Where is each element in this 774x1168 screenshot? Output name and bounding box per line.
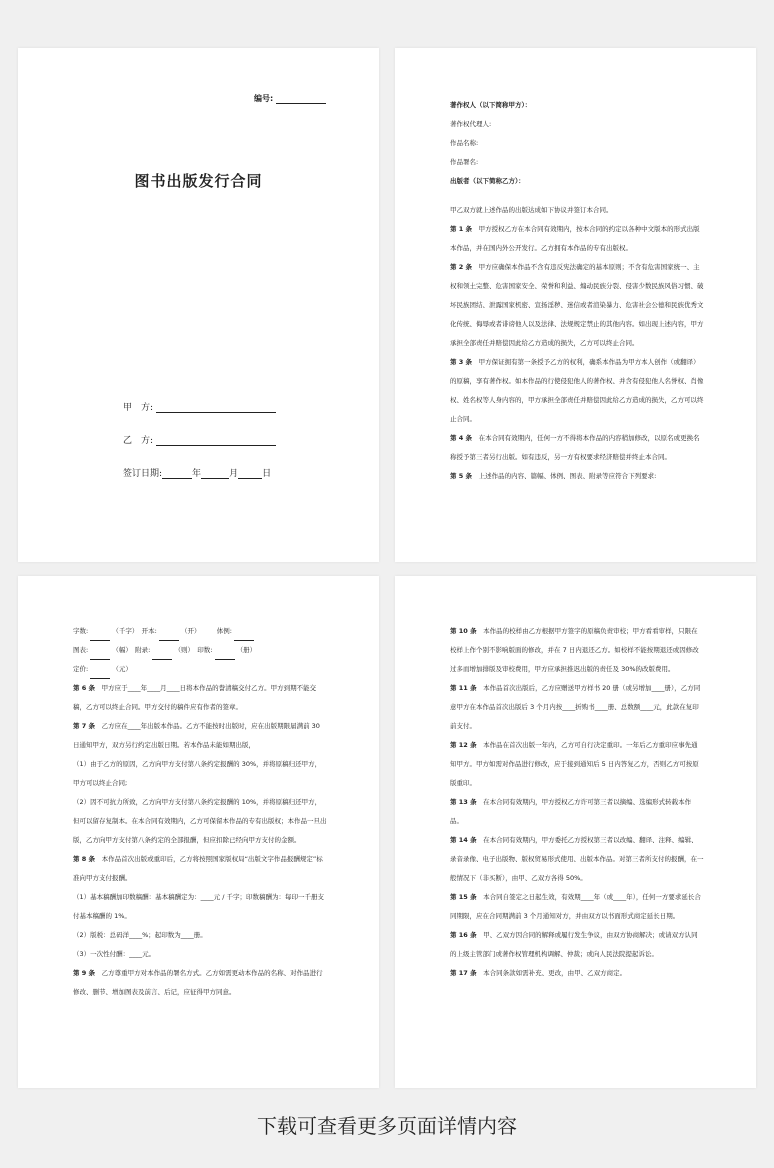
style-label: 体例: <box>216 627 232 635</box>
article-14-body: 在本合同有效期内，甲方委托乙方授权第三者以改编、翻译、注释、编辑、录音录像、电子出版物、版权贸易形式使用、出版本作品。对第三者所支付的报酬，在一般情况下（非买断），由甲、乙双方各得 50%。 <box>450 836 704 882</box>
appendix-unit: （则） <box>174 646 191 654</box>
copyright-agent-label: 著作权代理人: <box>450 120 492 128</box>
party-a-label: 甲 方: <box>123 403 154 413</box>
print-unit: （册） <box>236 646 257 654</box>
contract-page-2 <box>395 48 756 562</box>
article-5-body: 上述作品的内容、篇幅、体例、图表、附录等应符合下列要求: <box>478 472 657 480</box>
article-11 <box>450 679 704 736</box>
article-10 <box>450 622 704 679</box>
publisher-label: 出版者（以下简称乙方）： <box>450 177 525 185</box>
party-a-line <box>123 400 276 413</box>
contract-title: 图书出版发行合同 <box>134 172 263 190</box>
article-12 <box>450 736 704 793</box>
spec-row-2 <box>73 641 327 660</box>
article-7 <box>73 717 327 755</box>
print-label: 印数: <box>197 646 213 654</box>
article-12-body: 本作品在首次出版一年内，乙方可自行决定重印。一年后乙方重印应事先通知甲方。甲方如需对作品进行修改，应于接到通知后 5 日内答复乙方，否则乙方可按原版重印。 <box>450 741 699 787</box>
charts-unit: （幅） <box>112 646 129 654</box>
article-8-item-2: （2）版税：总码洋____%；起印数为____册。 <box>73 931 207 939</box>
article-9 <box>73 964 327 1002</box>
article-17-head: 第 17 条 <box>450 969 477 977</box>
year-blank <box>162 469 192 479</box>
spec-row-3 <box>73 660 327 679</box>
article-13 <box>450 793 704 831</box>
article-10-head: 第 10 条 <box>450 627 477 635</box>
article-7-head: 第 7 条 <box>73 722 96 730</box>
appendix-label: 附录: <box>135 646 151 654</box>
article-13-head: 第 13 条 <box>450 798 477 806</box>
article-9-head: 第 9 条 <box>73 969 96 977</box>
article-8-head: 第 8 条 <box>73 855 96 863</box>
article-6-head: 第 6 条 <box>73 684 96 692</box>
format-label: 开本: <box>141 627 157 635</box>
article-16 <box>450 926 704 964</box>
article-5-head: 第 5 条 <box>450 472 473 480</box>
contract-page-3 <box>18 576 379 1088</box>
article-3-body: 甲方保证拥有第一条授予乙方的权利，确系本作品为甲方本人创作（或翻译）的原稿，享有著作权。如本作品的行使侵犯他人的著作权、并含有侵犯他人名誉权、肖像权、姓名权等人身内容的，甲方承担全部责任并赔偿因此给乙方造成的损失，乙方可以终止合同。 <box>450 358 704 423</box>
article-14 <box>450 831 704 888</box>
work-title-label: 作品名称: <box>450 139 479 147</box>
article-2 <box>450 258 704 353</box>
article-1-head: 第 1 条 <box>450 225 473 233</box>
article-15-body: 本合同自签定之日起生效，有效期____年（或____年），任何一方要求延长合同期限，应在合同期满前 3 个月通知对方，并由双方以书面形式商定延长日期。 <box>450 893 701 920</box>
article-15 <box>450 888 704 926</box>
article-7-item-1: （1）由于乙方的原因，乙方向甲方支付第八条约定报酬的 30%，并将原稿归还甲方，甲方可以终止合同; <box>73 760 322 787</box>
price-label: 定价: <box>73 665 89 673</box>
article-2-head: 第 2 条 <box>450 263 473 271</box>
sign-date-line <box>123 466 271 479</box>
article-12-head: 第 12 条 <box>450 741 477 749</box>
page-2-text <box>450 96 704 486</box>
contract-page-4 <box>395 576 756 1088</box>
spec-row-1 <box>73 622 327 641</box>
article-8-item-1: （1）基本稿酬加印数稿酬：基本稿酬定为：____元 / 千字；印数稿酬为：每印一千册支付基本稿酬的 1%。 <box>73 893 324 920</box>
article-15-head: 第 15 条 <box>450 893 477 901</box>
party-b-blank <box>156 436 276 446</box>
article-11-head: 第 11 条 <box>450 684 477 692</box>
article-17-body: 本合同条款如需补充、更改，由甲、乙双方商定。 <box>483 969 627 977</box>
article-14-head: 第 14 条 <box>450 836 477 844</box>
article-3-head: 第 3 条 <box>450 358 473 366</box>
article-16-body: 甲、乙双方因合同的解释或履行发生争议，由双方协商解决；或请双方认同的上级主管部门或著作权管理机构调解、仲裁；或向人民法院提起诉讼。 <box>450 931 698 958</box>
article-7-body: 乙方应在____年出版本作品。乙方不能按时出版时，应在出版期限届满前 30 日通知甲方，双方另行约定出版日期。若本作品未能如期出版， <box>73 722 320 749</box>
year-label: 年 <box>192 469 202 479</box>
contract-number-blank <box>276 95 326 104</box>
format-unit: （开） <box>180 627 198 635</box>
party-b-line <box>123 433 276 446</box>
article-5 <box>450 467 704 486</box>
work-author-label: 作品署名: <box>450 158 479 166</box>
article-4-head: 第 4 条 <box>450 434 473 442</box>
article-8 <box>73 850 327 888</box>
article-9-body: 乙方尊重甲方对本作品的署名方式。乙方如需更动本作品的名称、对作品进行修改、删节、增加图表及前言、后记，应征得甲方同意。 <box>73 969 323 996</box>
page-3-text <box>73 622 327 1002</box>
article-6 <box>73 679 327 717</box>
article-11-body: 本作品首次出版后，乙方应赠送甲方样书 20 册（或另增加____册），乙方同意甲方在本作品首次出版后 3 个月内按____折购书____册、总数额____元，此款在复印前支付。 <box>450 684 701 730</box>
party-a-blank <box>156 403 276 413</box>
article-3 <box>450 353 704 429</box>
charts-label: 图表: <box>73 646 89 654</box>
article-16-head: 第 16 条 <box>450 931 477 939</box>
price-unit: （元） <box>112 665 132 673</box>
article-8-item-3: （3）一次性付酬：____元。 <box>73 950 156 958</box>
article-7-item-2: （2）因不可抗力所致，乙方向甲方支付第八条约定报酬的 10%，并将原稿归还甲方，但可以留存复制本。在本合同有效期内，乙方可保留本作品的专有出版权；本作品一旦出版，乙方向甲方支付第八条约定的全部报酬，但应扣除已经向甲方支付的金额。 <box>73 798 327 844</box>
day-label: 日 <box>262 469 272 479</box>
party-b-label: 乙 方: <box>123 436 154 446</box>
article-10-body: 本作品的校样由乙方根据甲方签字的原稿负责审校；甲方看看审样，只限在校样上作个别不影响版面的修改，并在 7 日内退还乙方。如校样不能按期退还或因修改过多而增加排版及审校费用，甲方应承担推迟出版的责任及 30%的改版费用。 <box>450 627 699 673</box>
month-label: 月 <box>229 469 239 479</box>
article-1-body: 甲方授权乙方在本合同有效期内，按本合同的约定以各种中文版本的形式出版本作品，并在国内外公开发行。乙方拥有本作品的专有出版权。 <box>450 225 700 252</box>
download-more-link[interactable]: 下载可查看更多页面详情内容 <box>257 1114 517 1138</box>
article-1 <box>450 220 704 258</box>
article-8-body: 本作品首次出版或重印后，乙方将按照国家版权局“出版文字作品报酬规定”标准向甲方支付报酬。 <box>73 855 323 882</box>
month-blank <box>201 469 229 479</box>
page-4-text <box>450 622 704 983</box>
day-blank <box>238 469 262 479</box>
article-6-body: 甲方应于____年____月____日将本作品的誊清稿交付乙方。甲方到期不能交稿，乙方可以终止合同。甲方交付的稿件应有作者的签章。 <box>73 684 317 711</box>
contract-number-label: 编号: <box>254 94 274 103</box>
words-unit: （千字） <box>112 627 136 635</box>
article-17 <box>450 964 704 983</box>
article-13-body: 在本合同有效期内，甲方授权乙方许可第三者以摘编、选编形式转载本作品。 <box>450 798 692 825</box>
sign-date-label: 签订日期: <box>123 469 163 479</box>
article-4-body: 在本合同有效期内，任何一方不得将本作品的内容稍加修改，以原名或更换名称授予第三者另行出版。如有违反，另一方有权要求经济赔偿并终止本合同。 <box>450 434 700 461</box>
contract-number <box>254 93 326 104</box>
article-2-body: 甲方应确保本作品不含有违反宪法确定的基本原则；不含有危害国家统一、主权和领土完整、危害国家安全、荣誉和利益、煽动民族分裂、侵害少数民族风俗习惯、破坏民族团结、泄露国家机密、宣扬淫秽、迷信或者渲染暴力、危害社会公德和民族优秀文化传统、侮辱或者诽谤他人以及法律、法规规定禁止的其他内容。如出现上述内容，甲方承担全部责任并赔偿因此给乙方造成的损失，乙方可以终止合同。 <box>450 263 704 347</box>
words-label: 字数: <box>73 627 89 635</box>
article-4 <box>450 429 704 467</box>
copyright-owner-label: 著作权人（以下简称甲方）： <box>450 101 532 109</box>
contract-cover-page <box>18 48 379 562</box>
intro-paragraph: 甲乙双方就上述作品的出版达成如下协议并签订本合同。 <box>450 206 613 214</box>
